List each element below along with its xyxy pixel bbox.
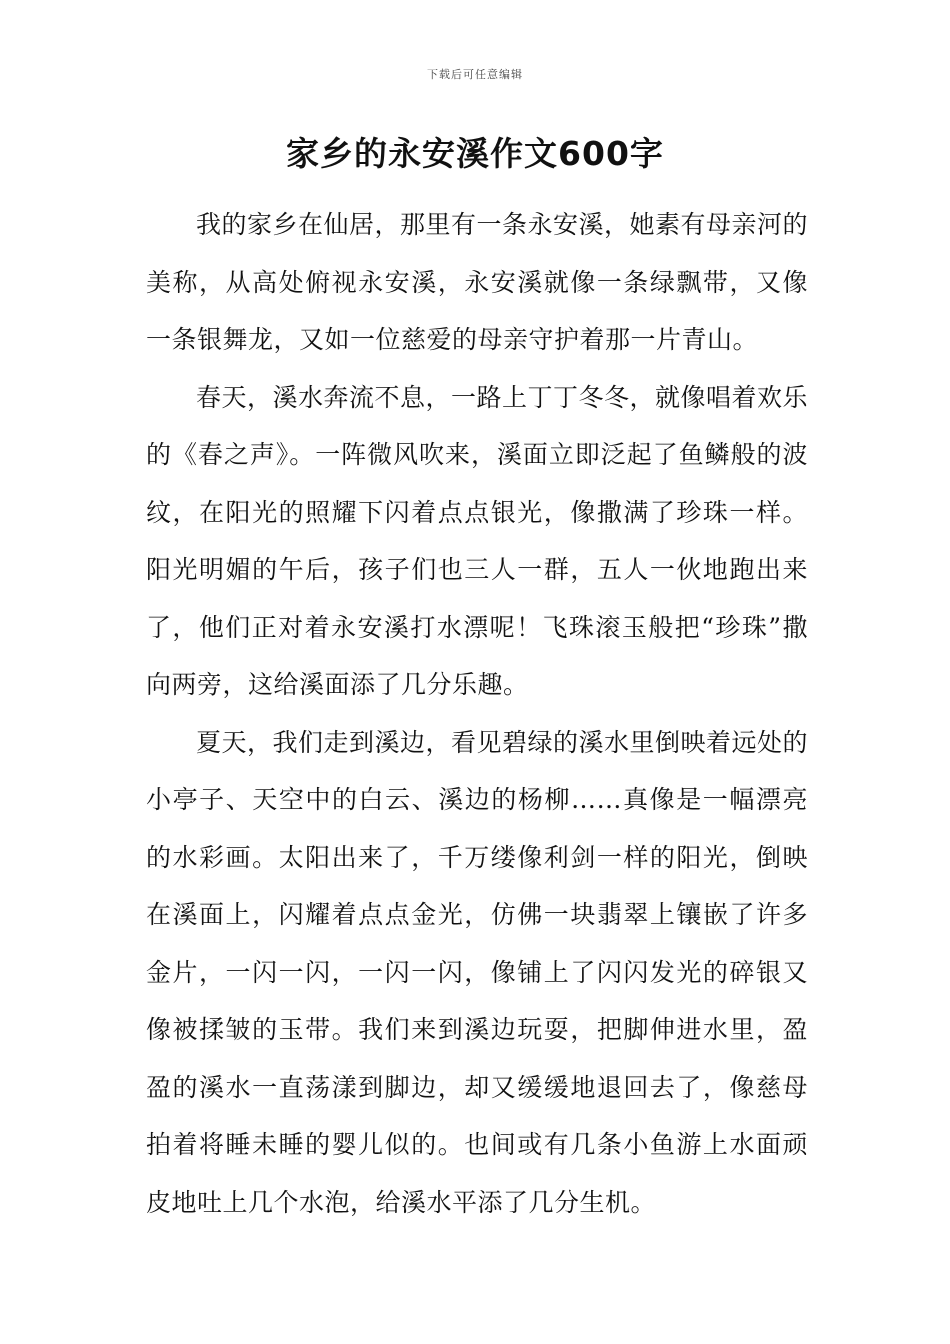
document-body bbox=[146, 196, 808, 1231]
paragraph-spring: 春天，溪水奔流不息，一路上丁丁冬冬，就像唱着欢乐的《春之声》。一阵微风吹来，溪面立即泛起了鱼鳞般的波纹，在阳光的照耀下闪着点点银光，像撒满了珍珠一样。阳光明媚的午后，孩子们也三人一群，五人一伙地跑出来了，他们正对着永安溪打水漂呢！飞珠滚玉般把“珍珠”撒向两旁，这给溪面添了几分乐趣。 bbox=[146, 382, 809, 699]
document-title: 家乡的永安溪作文600字 bbox=[286, 134, 664, 173]
paragraph-summer: 夏天，我们走到溪边，看见碧绿的溪水里倒映着远处的小亭子、天空中的白云、溪边的杨柳……真像是一幅漂亮的水彩画。太阳出来了，千万缕像利剑一样的阳光，倒映在溪面上，闪耀着点点金光，仿佛一块翡翠上镶嵌了许多金片，一闪一闪，一闪一闪，像铺上了闪闪发光的碎银又像被揉皱的玉带。我们来到溪边玩耍，把脚伸进水里，盈盈的溪水一直荡漾到脚边，却又缓缓地退回去了，像慈母拍着将睡未睡的婴儿似的。也间或有几条小鱼游上水面顽皮地吐上几个水泡，给溪水平添了几分生机。 bbox=[146, 727, 809, 1217]
header-note: 下载后可任意编辑 bbox=[427, 68, 523, 81]
paragraph-intro: 我的家乡在仙居，那里有一条永安溪，她素有母亲河的美称，从高处俯视永安溪，永安溪就像一条绿飘带，又像一条银舞龙，又如一位慈爱的母亲守护着那一片青山。 bbox=[146, 210, 809, 354]
